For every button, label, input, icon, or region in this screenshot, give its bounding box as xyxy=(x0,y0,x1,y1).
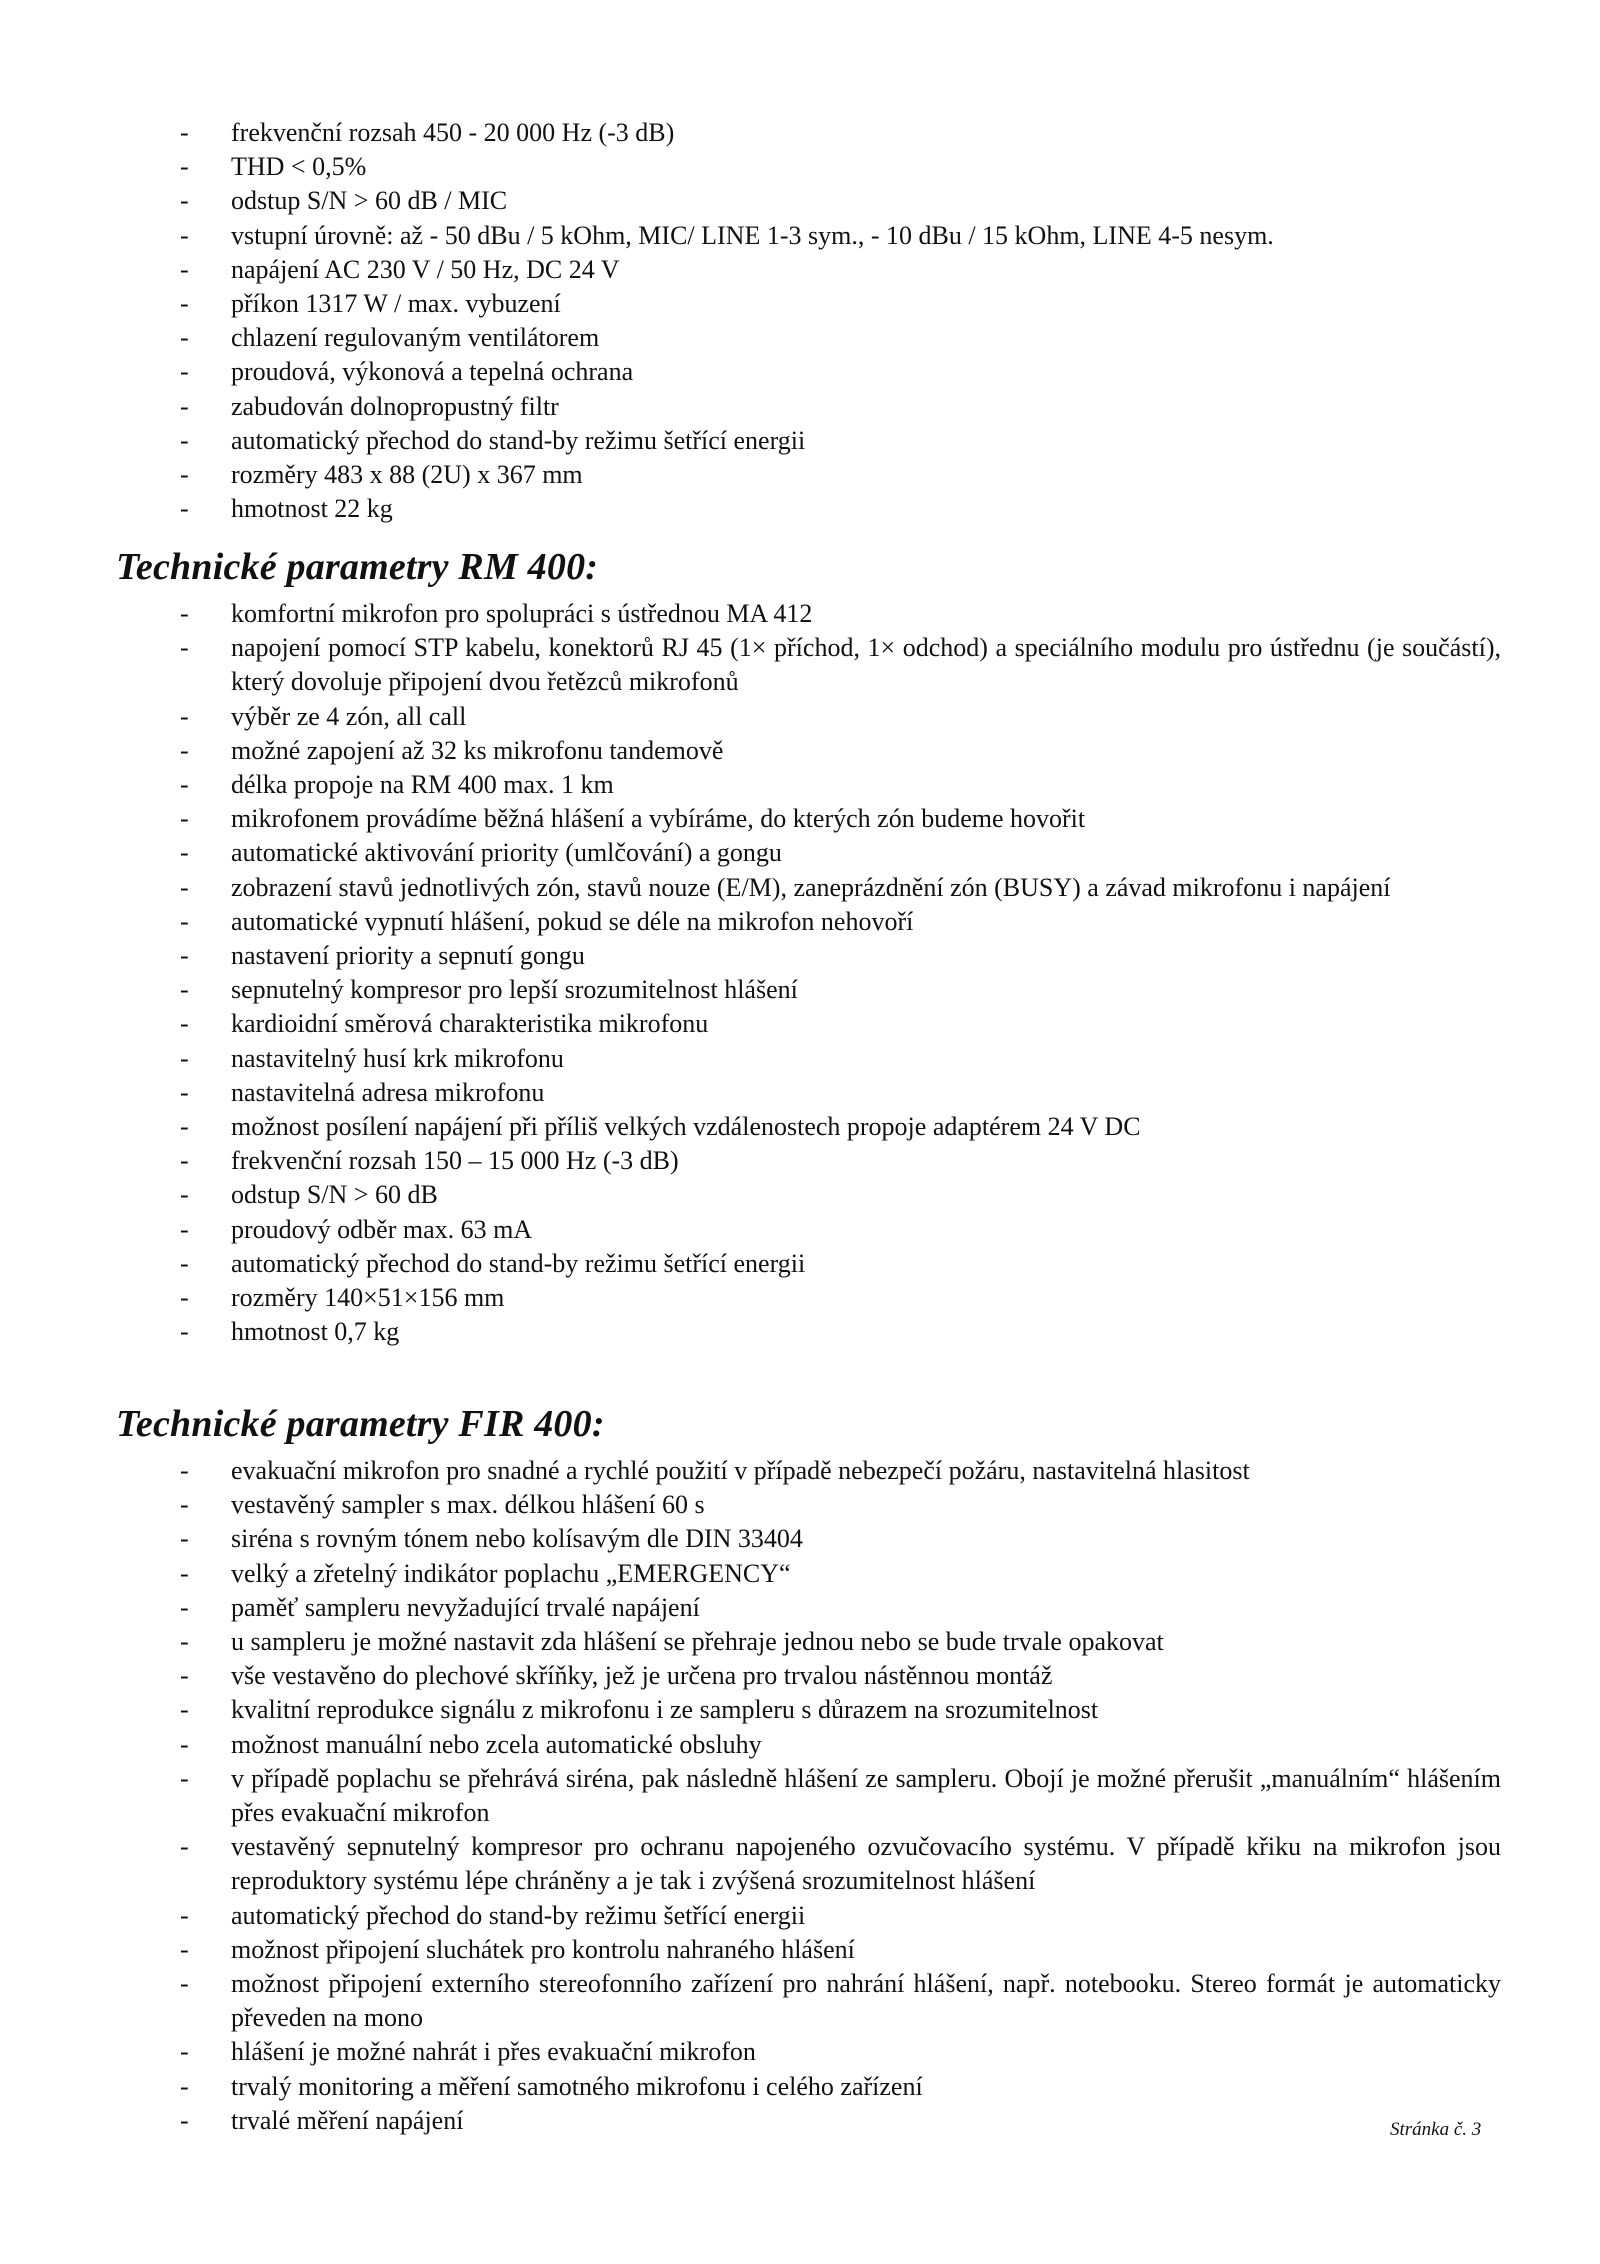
list-item xyxy=(0,2104,1501,2138)
list-item-text: proudová, výkonová a tepelná ochrana xyxy=(231,357,634,387)
list-item-text: možnost připojení externího stereofonního zařízení pro nahrání hlášení, např. notebooku. Stereo formát je automaticky převeden na mono xyxy=(231,1969,1501,2033)
bullet-dash: - xyxy=(180,357,189,387)
list-item xyxy=(0,424,1501,458)
list-item xyxy=(0,1591,1501,1625)
list-item-text: možnost posílení napájení při příliš velkých vzdálenostech propoje adaptérem 24 V DC xyxy=(231,1112,1141,1142)
bullet-dash: - xyxy=(180,323,189,353)
section-title-fir400: Technické parametry FIR 400: xyxy=(116,1403,605,1445)
list-item-text: délka propoje na RM 400 max. 1 km xyxy=(231,770,614,800)
bullet-dash: - xyxy=(180,460,189,490)
list-item-text: automatický přechod do stand-by režimu šetřící energii xyxy=(231,425,806,455)
list-item-text: nastavení priority a sepnutí gongu xyxy=(231,941,585,971)
bullet-dash: - xyxy=(180,1661,189,1691)
list-item-text: THD < 0,5% xyxy=(231,152,367,182)
bullet-dash: - xyxy=(180,1043,189,1073)
bullet-dash: - xyxy=(180,735,189,765)
list-item xyxy=(0,597,1501,631)
list-item-text: v případě poplachu se přehrává siréna, pak následně hlášení ze sampleru. Obojí je možné přerušit „manuálním“ hlášením přes evakuační mikrofon xyxy=(231,1763,1501,1828)
bullet-dash: - xyxy=(180,975,189,1005)
list-item xyxy=(0,1557,1501,1591)
bullet-dash: - xyxy=(180,1214,189,1244)
list-item xyxy=(0,1522,1501,1556)
bullet-dash: - xyxy=(180,186,189,216)
bullet-dash: - xyxy=(180,1695,189,1725)
list-item-text: vestavěný sampler s max. délkou hlášení 60 s xyxy=(231,1490,705,1520)
spec-list-rm400 xyxy=(0,597,1600,1349)
list-item-text: hlášení je možné nahrát i přes evakuační mikrofon xyxy=(231,2037,756,2067)
bullet-dash: - xyxy=(180,391,189,421)
bullet-dash: - xyxy=(180,701,189,731)
bullet-dash: - xyxy=(180,804,189,834)
list-item-text: rozměry 140×51×156 mm xyxy=(231,1283,505,1313)
list-item-text: vše vestavěno do plechové skříňky, jež je určena pro trvalou nástěnnou montáž xyxy=(231,1661,1053,1691)
bullet-dash: - xyxy=(180,1490,189,1520)
bullet-dash: - xyxy=(180,1283,189,1313)
list-item-text: kvalitní reprodukce signálu z mikrofonu i ze sampleru s důrazem na srozumitelnost xyxy=(231,1695,1099,1725)
list-item xyxy=(0,734,1501,768)
bullet-dash: - xyxy=(180,1969,189,1999)
bullet-dash: - xyxy=(180,425,189,455)
list-item xyxy=(0,973,1501,1007)
section-title-rm400: Technické parametry RM 400: xyxy=(116,546,599,588)
bullet-dash: - xyxy=(180,2071,189,2101)
bullet-dash: - xyxy=(180,1558,189,1588)
list-item-text: komfortní mikrofon pro spolupráci s ústřednou MA 412 xyxy=(231,599,813,628)
list-item-text: automatické vypnutí hlášení, pokud se déle na mikrofon nehovoří xyxy=(231,906,914,936)
list-item xyxy=(0,1625,1501,1659)
bullet-dash: - xyxy=(180,220,189,250)
bullet-dash: - xyxy=(180,1524,189,1554)
bullet-dash: - xyxy=(180,494,189,524)
list-item-text: siréna s rovným tónem nebo kolísavým dle DIN 33404 xyxy=(231,1524,803,1554)
bullet-dash: - xyxy=(180,1832,189,1862)
list-item-text: automatický přechod do stand-by režimu šetřící energii xyxy=(231,1900,806,1930)
list-item xyxy=(0,1693,1501,1727)
bullet-dash: - xyxy=(180,1900,189,1930)
bullet-dash: - xyxy=(180,152,189,182)
bullet-dash: - xyxy=(180,906,189,936)
list-item-text: evakuační mikrofon pro snadné a rychlé použití v případě nebezpečí požáru, nastavitelná hlasitost xyxy=(231,1456,1250,1485)
list-item-text: u sampleru je možné nastavit zda hlášení se přehraje jednou nebo se bude trvale opakovat xyxy=(231,1627,1164,1657)
bullet-dash: - xyxy=(180,1009,189,1039)
list-item xyxy=(0,1830,1501,1898)
page-number: Stránka č. 3 xyxy=(1390,2119,1482,2140)
list-item-text: vstupní úrovně: až - 50 dBu / 5 kOhm, MIC/ LINE 1-3 sym., - 10 dBu / 15 kOhm, LINE 4-5 nesym. xyxy=(231,220,1274,250)
bullet-dash: - xyxy=(180,633,189,663)
list-item xyxy=(0,1178,1501,1212)
bullet-dash: - xyxy=(180,1146,189,1176)
list-item-text: zabudován dolnopropustný filtr xyxy=(231,391,559,421)
list-item-text: možnost manuální nebo zcela automatické obsluhy xyxy=(231,1729,762,1759)
list-item-text: zobrazení stavů jednotlivých zón, stavů nouze (E/M), zaneprázdnění zón (BUSY) a závad mikrofonu i napájení xyxy=(231,872,1391,902)
list-item-text: rozměry 483 x 88 (2U) x 367 mm xyxy=(231,460,583,490)
list-item-text: možnost připojení sluchátek pro kontrolu nahraného hlášení xyxy=(231,1934,855,1964)
list-item xyxy=(0,1899,1501,1933)
bullet-dash: - xyxy=(180,599,189,628)
list-item-text: napojení pomocí STP kabelu, konektorů RJ 45 (1× příchod, 1× odchod) a speciálního modulu pro ústřednu (je součástí), který dovoluje připojení dvou řetězců mikrofonů xyxy=(231,633,1501,697)
list-item xyxy=(0,390,1501,424)
list-item xyxy=(0,1967,1501,2035)
list-item-text: sepnutelný kompresor pro lepší srozumitelnost hlášení xyxy=(231,975,798,1005)
bullet-dash: - xyxy=(180,1180,189,1210)
list-item xyxy=(0,1076,1501,1110)
bullet-dash: - xyxy=(180,2105,189,2135)
list-item xyxy=(0,287,1501,321)
list-item xyxy=(0,492,1501,526)
bullet-dash: - xyxy=(180,1112,189,1142)
list-item xyxy=(0,631,1501,699)
bullet-dash: - xyxy=(180,254,189,284)
bullet-dash: - xyxy=(180,1763,189,1793)
list-item xyxy=(0,184,1501,218)
list-item-text: napájení AC 230 V / 50 Hz, DC 24 V xyxy=(231,254,620,284)
list-item xyxy=(0,871,1501,905)
list-item xyxy=(0,1933,1501,1967)
list-item xyxy=(0,150,1501,184)
list-item xyxy=(0,836,1501,870)
bullet-dash: - xyxy=(180,838,189,868)
list-item xyxy=(0,355,1501,389)
list-item-text: mikrofonem provádíme běžná hlášení a vybíráme, do kterých zón budeme hovořit xyxy=(231,804,1086,834)
bullet-dash: - xyxy=(180,1592,189,1622)
list-item-text: automatické aktivování priority (umlčování) a gongu xyxy=(231,838,782,868)
list-item-text: odstup S/N > 60 dB xyxy=(231,1180,438,1210)
bullet-dash: - xyxy=(180,1456,189,1485)
list-item-text: nastavitelný husí krk mikrofonu xyxy=(231,1043,564,1073)
list-item xyxy=(0,1488,1501,1522)
bullet-dash: - xyxy=(180,2037,189,2067)
list-item xyxy=(0,802,1501,836)
list-item-text: frekvenční rozsah 150 – 15 000 Hz (-3 dB) xyxy=(231,1146,679,1176)
list-item-text: chlazení regulovaným ventilátorem xyxy=(231,323,600,353)
list-item-text: frekvenční rozsah 450 - 20 000 Hz (-3 dB) xyxy=(231,118,675,147)
bullet-dash: - xyxy=(180,1627,189,1657)
list-item xyxy=(0,458,1501,492)
list-item xyxy=(0,1110,1501,1144)
list-item xyxy=(0,2070,1501,2104)
list-item xyxy=(0,768,1501,802)
list-item xyxy=(0,1247,1501,1281)
bullet-dash: - xyxy=(180,1317,189,1347)
list-item xyxy=(0,1007,1501,1041)
list-item xyxy=(0,1454,1501,1488)
bullet-dash: - xyxy=(180,872,189,902)
list-item xyxy=(0,253,1501,287)
bullet-dash: - xyxy=(180,118,189,147)
list-item-text: trvalé měření napájení xyxy=(231,2105,464,2135)
list-item-text: odstup S/N > 60 dB / MIC xyxy=(231,186,508,216)
spec-list-initial xyxy=(0,116,1600,526)
list-item xyxy=(0,1281,1501,1315)
list-item xyxy=(0,939,1501,973)
bullet-dash: - xyxy=(180,770,189,800)
list-item-text: vestavěný sepnutelný kompresor pro ochranu napojeného ozvučovacího systému. V případě křiku na mikrofon jsou reproduktory systému lépe chráněny a je tak i zvýšená srozumitelnost hlášení xyxy=(231,1832,1501,1896)
list-item xyxy=(0,116,1501,150)
list-item xyxy=(0,2035,1501,2069)
spec-list-fir400 xyxy=(0,1454,1600,2138)
list-item-text: příkon 1317 W / max. vybuzení xyxy=(231,289,561,319)
list-item xyxy=(0,1042,1501,1076)
list-item-text: výběr ze 4 zón, all call xyxy=(231,701,467,731)
bullet-dash: - xyxy=(180,1077,189,1107)
list-item-text: možné zapojení až 32 ks mikrofonu tandemově xyxy=(231,735,724,765)
list-item-text: proudový odběr max. 63 mA xyxy=(231,1214,533,1244)
list-item-text: hmotnost 0,7 kg xyxy=(231,1317,400,1347)
list-item xyxy=(0,1144,1501,1178)
list-item-text: velký a zřetelný indikátor poplachu „EMERGENCY“ xyxy=(231,1558,791,1588)
list-item xyxy=(0,1762,1501,1830)
list-item xyxy=(0,1213,1501,1247)
list-item-text: kardioidní směrová charakteristika mikrofonu xyxy=(231,1009,709,1039)
list-item-text: paměť sampleru nevyžadující trvalé napájení xyxy=(231,1592,700,1622)
list-item xyxy=(0,1315,1501,1349)
list-item-text: trvalý monitoring a měření samotného mikrofonu i celého zařízení xyxy=(231,2071,923,2101)
bullet-dash: - xyxy=(180,1248,189,1278)
list-item-text: hmotnost 22 kg xyxy=(231,494,393,524)
list-item-text: nastavitelná adresa mikrofonu xyxy=(231,1077,545,1107)
bullet-dash: - xyxy=(180,289,189,319)
list-item xyxy=(0,1728,1501,1762)
bullet-dash: - xyxy=(180,1729,189,1759)
list-item xyxy=(0,321,1501,355)
list-item xyxy=(0,1659,1501,1693)
bullet-dash: - xyxy=(180,1934,189,1964)
bullet-dash: - xyxy=(180,941,189,971)
list-item-text: automatický přechod do stand-by režimu šetřící energii xyxy=(231,1248,806,1278)
list-item xyxy=(0,219,1501,253)
list-item xyxy=(0,700,1501,734)
list-item xyxy=(0,905,1501,939)
